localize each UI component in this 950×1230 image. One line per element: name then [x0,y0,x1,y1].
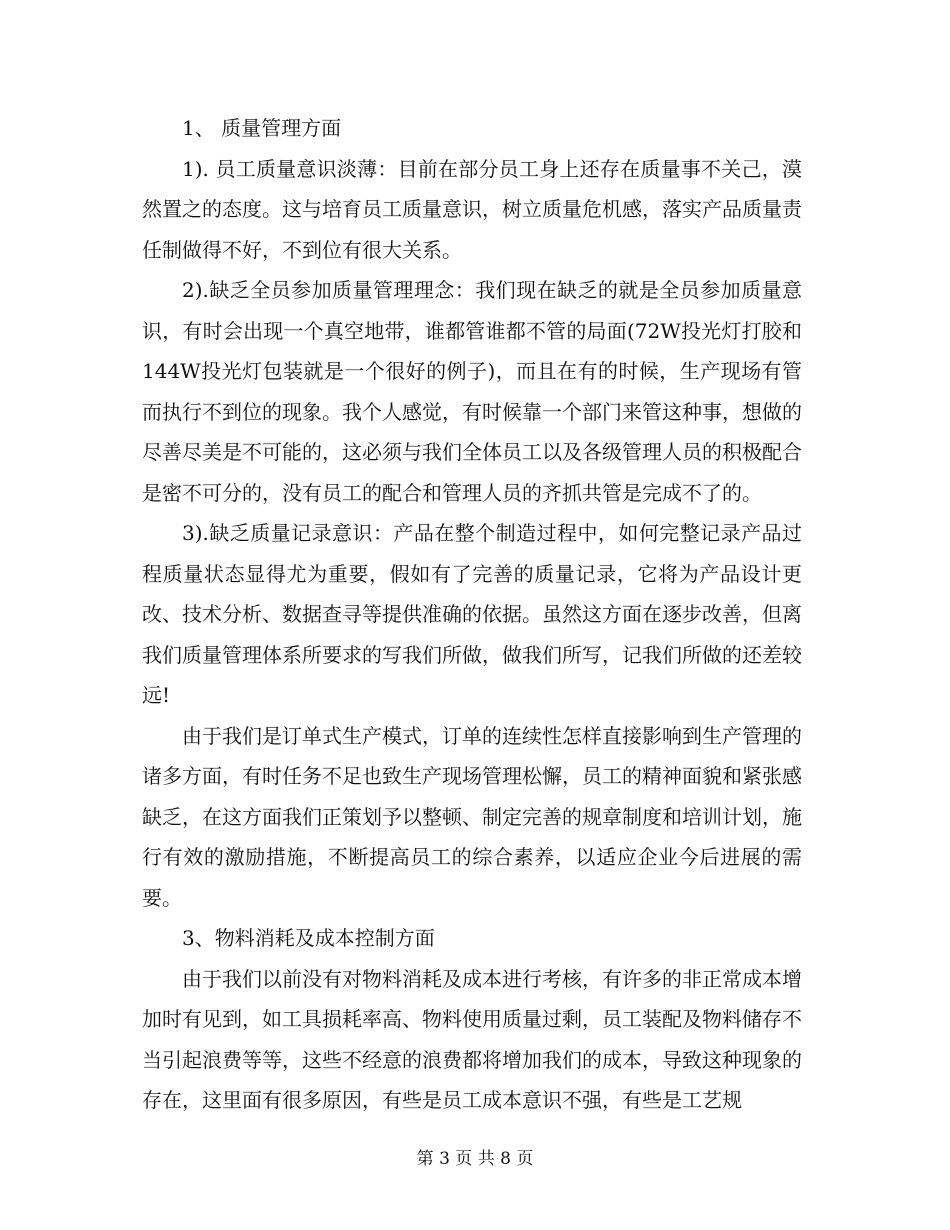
paragraph-material-cost: 由于我们以前没有对物料消耗及成本进行考核，有许多的非正常成本增加时有见到，如工具损耗率高、物料使用质量过剩，员工装配及物料储存不当引起浪费等等，这些不经意的浪费都将增加我们的成本，导致这种现象的存在，这里面有很多原因，有些是员工成本意识不强，有些是工艺规 [142,966,802,1112]
paragraph-quality-records: 3).缺乏质量记录意识：产品在整个制造过程中，如何完整记录产品过程质量状态显得尤为重要，假如有了完善的质量记录，它将为产品设计更改、技术分析、数据查寻等提供准确的依据。虽然这方面在逐步改善，但离我们质量管理体系所要求的写我们所做，做我们所写，记我们所做的还差较远! [142,521,802,707]
paragraph-full-participation: 2).缺乏全员参加质量管理理念：我们现在缺乏的就是全员参加质量意识，有时会出现一个真空地带，谁都管谁都不管的局面(72W投光灯打胶和144W投光灯包装就是一个很好的例子)，而且在有的时候，生产现场有管而执行不到位的现象。我个人感觉，有时候靠一个部门来管这种事，想做的尽善尽美是不可能的，这必须与我们全体员工以及各级管理人员的积极配合是密不可分的，没有员工的配合和管理人员的齐抓共管是完成不了的。 [142,278,802,505]
section-heading-quality: 1、 质量管理方面 [182,116,342,140]
page-number-footer: 第 3 页 共 8 页 [416,1149,534,1169]
paragraph-quality-awareness: 1). 员工质量意识淡薄：目前在部分员工身上还存在质量事不关己，漠然置之的态度。这与培育员工质量意识，树立质量危机感，落实产品质量责任制做得不好，不到位有很大关系。 [142,156,802,262]
paragraph-order-production: 由于我们是订单式生产模式，订单的连续性怎样直接影响到生产管理的诸多方面，有时任务不足也致生产现场管理松懈，员工的精神面貌和紧张感缺乏，在这方面我们正策划予以整顿、制定完善的规章制度和培训计划，施行有效的激励措施，不断提高员工的综合素养，以适应企业今后进展的需要。 [142,723,802,910]
document-body [142,108,802,1121]
section-heading-material-cost: 3、物料消耗及成本控制方面 [182,926,435,950]
